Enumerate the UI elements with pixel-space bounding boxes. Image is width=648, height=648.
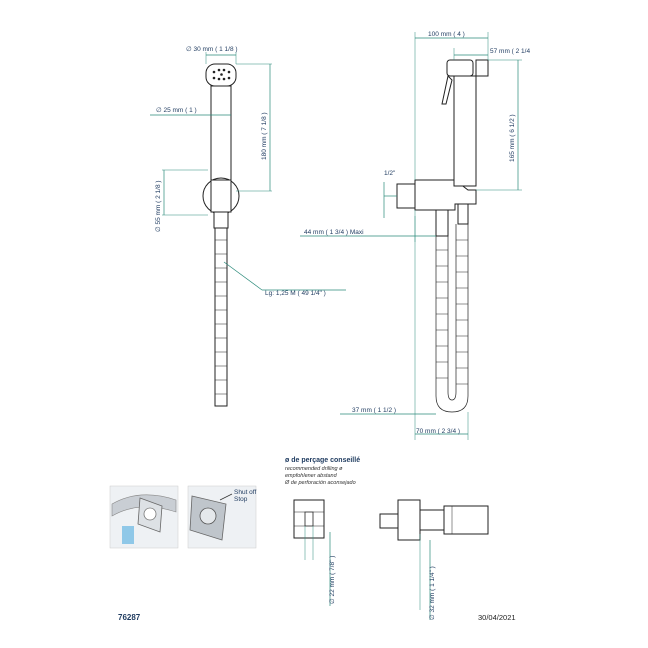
inlet-stub	[380, 514, 398, 528]
product-photo-right	[188, 486, 256, 548]
shower-handle	[211, 86, 231, 181]
drilling-line-de: empfohlener abstand	[285, 473, 337, 479]
drilling-section-large	[380, 500, 488, 620]
holder-clip	[211, 180, 231, 212]
hose-outlet	[436, 210, 448, 236]
shutoff-label-1: Shut off	[234, 489, 257, 496]
dim-hose-length: Lg: 1,25 M ( 49 1/4" )	[265, 290, 326, 297]
dim-loop-width: 70 mm ( 2 3/4 )	[416, 428, 461, 435]
hose-loop-ribs	[436, 240, 468, 384]
dim-drill-large: ∅ 32 mm ( 1 1/4" )	[429, 566, 436, 620]
handle-section	[444, 506, 488, 534]
handle-side	[454, 76, 476, 186]
dim-hose-offset: 37 mm ( 1 1/2 )	[352, 407, 397, 414]
document-date: 30/04/2021	[478, 613, 516, 622]
dim-max-projection: 44 mm ( 1 3/4 ) Maxi	[304, 229, 364, 236]
handle-connector	[458, 204, 468, 224]
wall-section-right	[398, 500, 420, 540]
right-side-view	[300, 31, 530, 440]
flexible-hose	[215, 228, 227, 406]
reference-number: 76287	[118, 613, 141, 622]
head-tip	[476, 60, 488, 76]
trigger-lever	[442, 76, 452, 104]
dim-handle-diameter: ∅ 25 mm ( 1 )	[156, 107, 197, 114]
valve-section	[420, 510, 444, 530]
drilling-note	[284, 457, 360, 486]
thread-label: 1/2"	[384, 170, 396, 177]
dim-handle-length: 180 mm ( 7 1/8 )	[261, 112, 268, 160]
dim-handle-height: 165 mm ( 6 1/2 )	[509, 114, 516, 162]
product-photo-left	[110, 486, 178, 548]
dim-holder-diameter: ∅ 55 mm ( 2 1/8 )	[155, 180, 162, 232]
drilling-line-es: Ø de perforación aconsejado	[285, 480, 356, 486]
dim-drill-small: ∅ 22 mm ( 7/8" )	[329, 555, 336, 604]
dim-head-diameter: ∅ 30 mm ( 1 1/8 )	[186, 46, 238, 53]
drilling-title: ø de perçage conseillé	[285, 457, 361, 464]
hose-connector	[214, 212, 228, 228]
left-front-view	[150, 46, 346, 406]
drilling-line-en: recommended drilling ø	[285, 466, 343, 472]
dim-handle-depth: 57 mm ( 2 1/4	[490, 48, 531, 55]
head-side	[447, 60, 473, 76]
drilling-section-small	[294, 500, 336, 606]
wall-inlet	[397, 184, 415, 208]
dim-total-depth: 100 mm ( 4 )	[428, 31, 465, 38]
shutoff-label-2: Stop	[234, 496, 248, 503]
